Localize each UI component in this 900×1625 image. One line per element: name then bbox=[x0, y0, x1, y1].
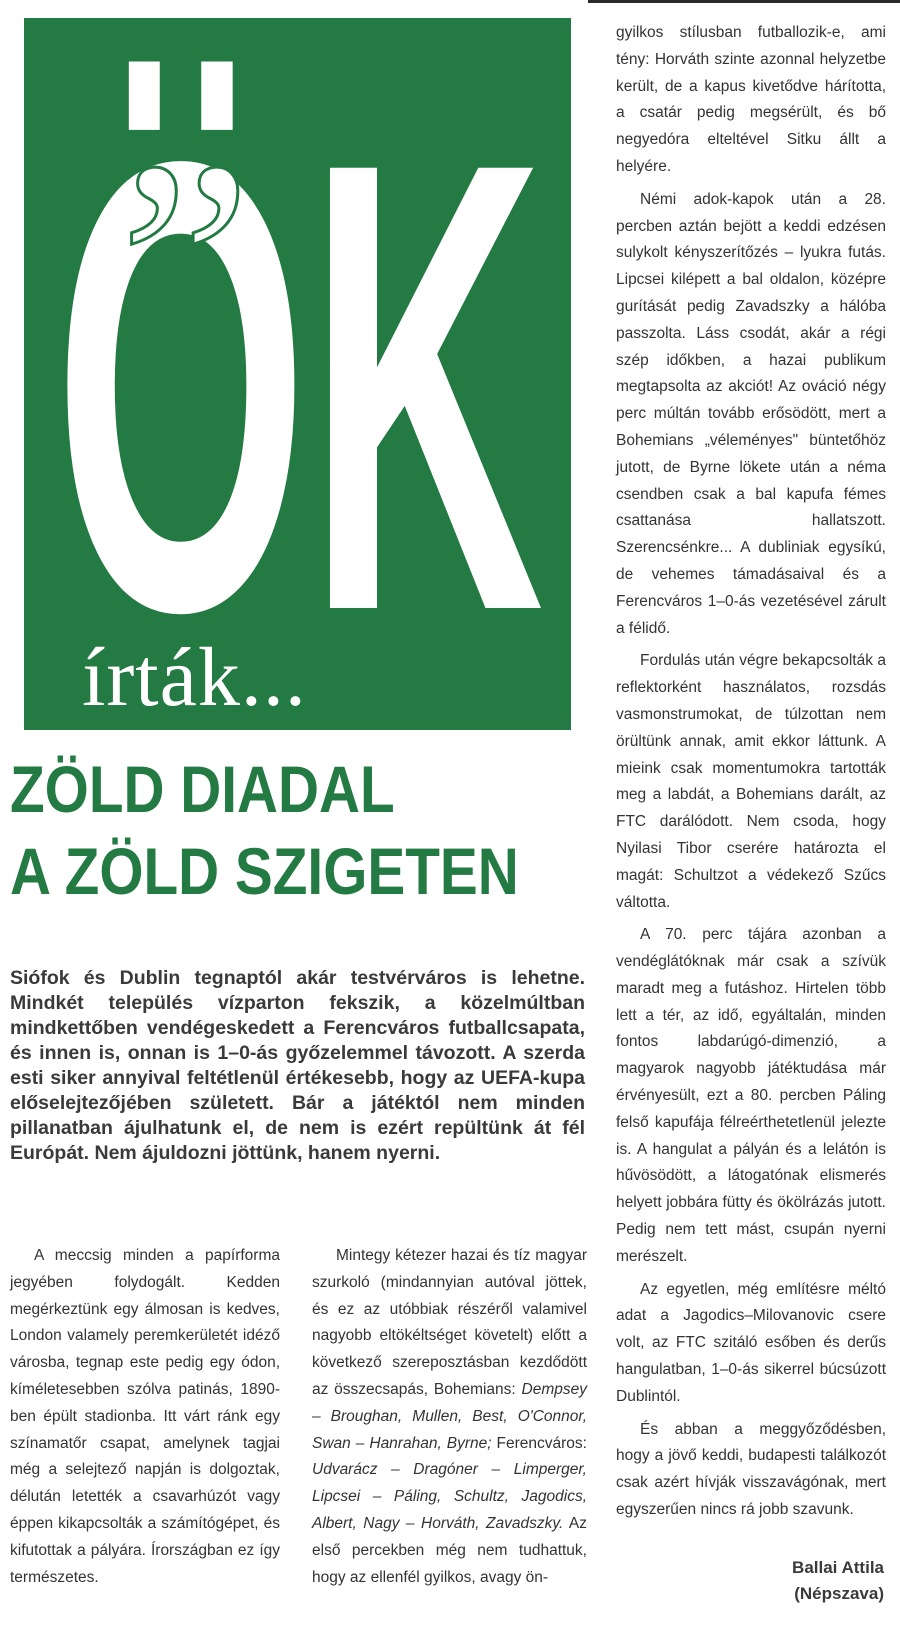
text-run: Az első percekben még nem tudhattuk, hogy az ellenfél gyilkos, avagy ön- bbox=[312, 1514, 587, 1586]
headline-line-2: A ZÖLD SZIGETEN bbox=[10, 834, 519, 908]
headline-line-1: ZÖLD DIADAL bbox=[10, 752, 395, 826]
bohemians-lineup: Dempsey – Broughan, Mullen, Best, O'Connor, Swan – Hanrahan, Byrne; bbox=[312, 1380, 587, 1452]
text-run: Ferencváros: bbox=[491, 1434, 587, 1452]
paragraph: A meccsig minden a papírforma jegyében folydogált. Kedden megérkeztünk egy álmosan is kedves, London valamely peremkerületét idéző városba, tegnap este pedig egy ódon, kíméletesebben szólva patinás, 1890-ben épült stadionba. Itt várt ránk egy színamatőr csapat, amelynek tagjai még a selejtező napján is dolgoztak, délután letették a csavarhúzót vagy éppen kikapcsolták a számítógépet, és kifutottak a pályára. Írországban ez így természetes. bbox=[10, 1247, 280, 1586]
paragraph: A 70. perc tájára azonban a vendéglátóknak már csak a szívük maradt meg a futáshoz. Hirtelen több lett a tér, az idő, egyáltalán, minden fontos labdarúgó-dimenzió, a magyarok nagyobb játéktudása már érvényesült, ezt a 80. percben Páling felső kapufája félreérthetetlenül jelezte is. A hangulat a pályán és a lelátón is hűvösödött, a látogatónak elismerés helyett jobbára fütty és ökölrázás jutott. Pedig nem tett mást, csupán nyerni merészelt. bbox=[616, 926, 886, 1265]
source-name: (Népszava) bbox=[794, 1584, 884, 1603]
paragraph: És abban a meggyőződésben, hogy a jövő keddi, budapesti találkozót csak azért hívják visszavágónak, mert egyszerűen nincs rá jobb szavunk. bbox=[616, 1420, 886, 1519]
paragraph: gyilkos stílusban futballozik-e, ami tény: Horváth szinte azonnal helyzetbe került, de a kapus kivetődve hárította, a csatár pedig megsérült, és bő negyedóra elteltével Sitku állt a helyére. bbox=[616, 24, 886, 175]
text-run: Mintegy kétezer hazai és tíz magyar szurkoló (mindannyian autóval jöttek, és ez az utóbbiak részéről valamivel nagyobb eltökéltséget követelt) előtt a következő szereposztásban kezdődött az összecsapás, Bohemians: bbox=[312, 1247, 587, 1398]
author-name: Ballai Attila bbox=[792, 1558, 884, 1577]
column-c bbox=[616, 20, 886, 1530]
column-a bbox=[10, 1243, 280, 1599]
lead-paragraph: Siófok és Dublin tegnaptól akár testvérváros is lehetne. Mindkét település vízparton fekszik, a közelmúltban mindkettőben vendégeskedett a Ferencváros futballcsapata, és innen is, onnan is 1–0-ás győzelemmel távozott. A szerda esti siker annyival feltétlenül értékesebb, hogy az UEFA-kupa előselejtezőjében született. Bár a játéktól nem minden pillanatban ájulhatunk el, de nem is ezért repültünk át fél Európát. Nem ájuldozni jöttünk, hanem nyerni. bbox=[10, 967, 585, 1164]
ok-letters-graphic bbox=[24, 18, 571, 730]
paragraph-lineups bbox=[312, 1243, 587, 1591]
column-b bbox=[312, 1243, 587, 1599]
big-letters: ÖK bbox=[54, 29, 544, 730]
quote-mark: „ bbox=[119, 18, 253, 263]
byline bbox=[792, 1555, 884, 1607]
paragraph: Némi adok-kapok után a 28. percben aztán bejött a keddi edzésen sulykolt kényszerítőzés – lyukra futás. Lipcsei kilépett a bal oldalon, középre gurítását pedig Zavadszky a hálóba passzolta. Láss csodát, akár a régi szép időkben, a hazai publikum megtapsolta az akciót! Az ováció négy perc múltán tovább erősödött, mert a Bohemians „véleményes" büntetőhöz jutott, de Byrne lökete után a néma csendben csak a bal kapufa fémes csattanása hallatszott. Szerencsénkre... A dubliniak egysíkú, de vehemes támadásaival és a Ferencváros 1–0-ás vezetésével zárult a félidő. bbox=[616, 190, 886, 637]
headline bbox=[10, 748, 519, 912]
paragraph: Az egyetlen, még említésre méltó adat a Jagodics–Milovanovic csere volt, az FTC szitáló esőben és derűs hangulatban, 1–0-ás sikerrel búcsúzott Dublintól. bbox=[616, 1280, 886, 1405]
top-right-rule bbox=[588, 0, 900, 3]
paragraph: Fordulás után végre bekapcsolták a reflektorként használatos, rozsdás vasmonstrumokat, de túlzottan nem örültünk annak, amit ekkor láttunk. A mieink csak momentumokra tartották meg a labdát, a Bohemians darált, az FTC darálódott. Nem csoda, hogy Nyilasi Tibor cserére határozta el magát: Schultzot a védekező Szűcs váltotta. bbox=[616, 652, 886, 911]
column-banner bbox=[24, 18, 571, 730]
banner-subtitle: írták... bbox=[82, 631, 307, 724]
ftc-lineup: Udvarácz – Dragóner – Limperger, Lipcsei – Páling, Schultz, Jagodics, Albert, Nagy – Horváth, Zavadszky. bbox=[312, 1461, 587, 1532]
